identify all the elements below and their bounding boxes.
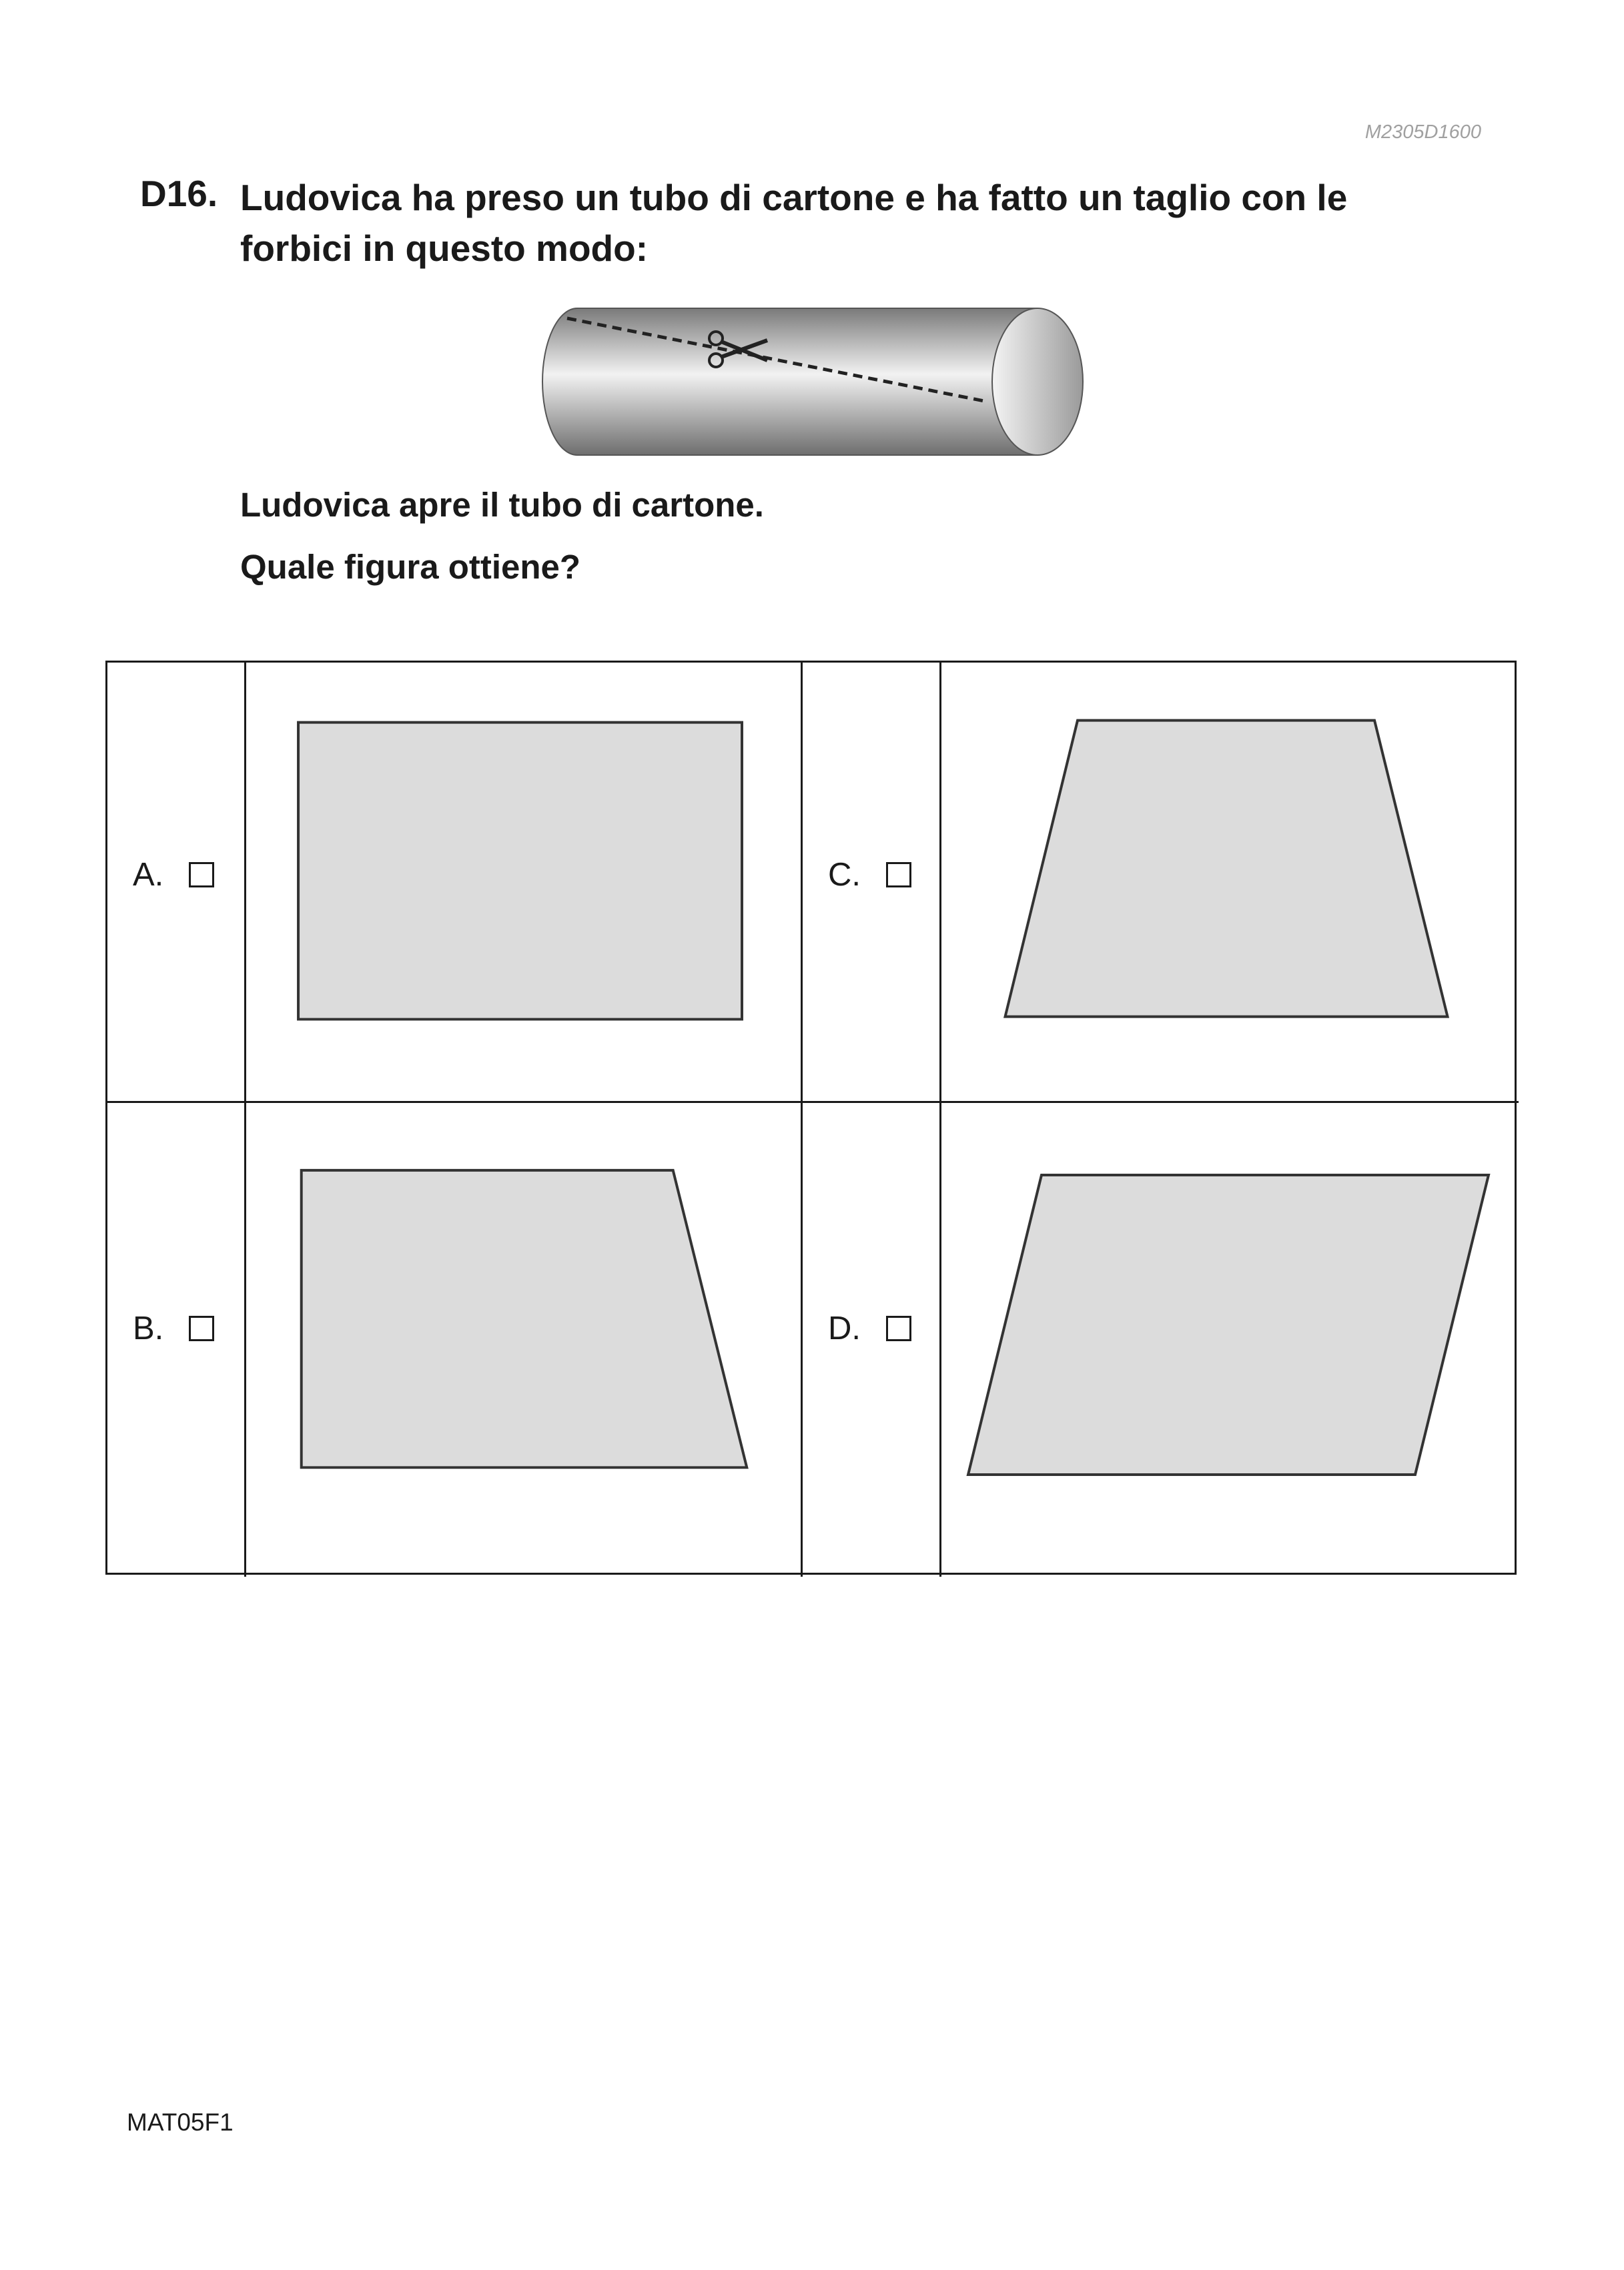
- footer-code: MAT05F1: [127, 2109, 234, 2136]
- option-d-checkbox[interactable]: [886, 1316, 911, 1341]
- option-a-figure-cell: [246, 663, 803, 1103]
- question-prompt: Quale figura ottiene?: [240, 548, 581, 586]
- question-text: Ludovica ha preso un tubo di cartone e ha fatto un taglio con le forbici in questo modo:: [240, 177, 1348, 269]
- trapezoid-shape: [1005, 721, 1448, 1017]
- cardboard-tube-illustration: [537, 302, 1088, 462]
- option-a-label-cell: [107, 663, 246, 1103]
- right-trapezoid-shape: [302, 1170, 747, 1467]
- option-d-letter: D.: [828, 1310, 861, 1347]
- parallelogram-shape: [968, 1175, 1489, 1475]
- item-code: M2305D1600: [1364, 121, 1481, 143]
- option-d-label-cell: [803, 1103, 941, 1577]
- option-b-checkbox[interactable]: [189, 1316, 214, 1341]
- option-b-label-cell: [107, 1103, 246, 1577]
- answer-table: [105, 661, 1517, 1575]
- statement-open-tube: Ludovica apre il tubo di cartone.: [240, 486, 764, 524]
- option-d-figure-cell: [941, 1103, 1519, 1577]
- option-a-letter: A.: [133, 857, 164, 893]
- option-c-figure-cell: [941, 663, 1519, 1103]
- rectangle-shape: [298, 723, 742, 1020]
- option-a-checkbox[interactable]: [189, 862, 214, 887]
- option-c-checkbox[interactable]: [886, 862, 911, 887]
- option-b-figure-cell: [246, 1103, 803, 1577]
- option-c-label-cell: [803, 663, 941, 1103]
- question-number: D16.: [140, 173, 218, 214]
- option-c-letter: C.: [828, 857, 861, 893]
- option-b-letter: B.: [133, 1310, 164, 1347]
